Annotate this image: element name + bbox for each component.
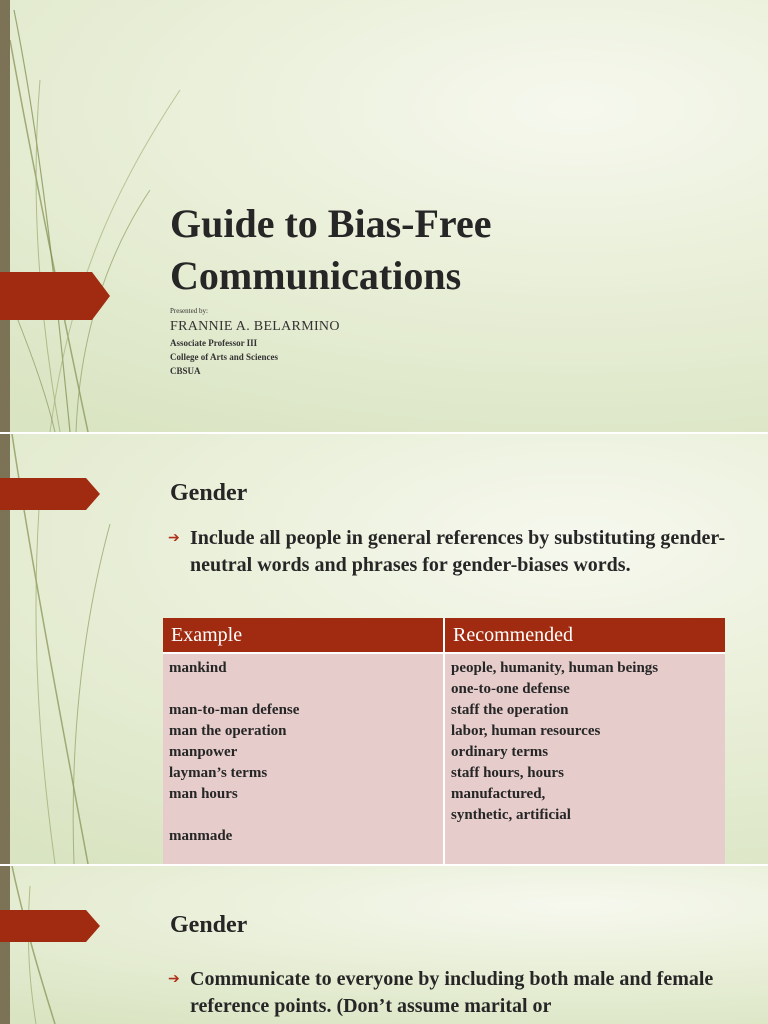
bullet-item [170, 966, 730, 1020]
bullet-text: Include all people in general references by substituting gender-neutral words and phrases for gender-biases words. [190, 527, 726, 576]
presenter-position: Associate Professor III [170, 338, 258, 348]
recommended-term: labor, human resources [451, 723, 601, 739]
slide-title: Guide to Bias-Free Communications [170, 201, 492, 298]
bullet-item [170, 525, 730, 579]
gender-slide-1 [0, 434, 768, 864]
table-header-example: Example [163, 618, 444, 653]
slide-heading: Gender [170, 480, 248, 506]
left-accent-bar [0, 0, 10, 432]
example-term [169, 679, 437, 700]
example-term: man hours [169, 786, 238, 802]
bullet-arrow-icon: ➔ [168, 531, 180, 546]
gender-slide-2 [0, 866, 768, 1024]
recommended-term: staff hours, hours [451, 765, 564, 781]
left-accent-bar [0, 866, 10, 1024]
accent-arrow-tab [0, 910, 100, 942]
table-header-recommended: Recommended [444, 618, 725, 653]
recommended-term: manufactured, [451, 786, 546, 802]
recommended-term: synthetic, artificial [451, 807, 571, 823]
slide-heading: Gender [170, 912, 248, 938]
example-term: mankind [169, 660, 227, 676]
bullet-arrow-icon: ➔ [168, 972, 180, 987]
table-row [163, 653, 725, 864]
presenter-college: College of Arts and Sciences [170, 352, 278, 362]
bullet-text: Communicate to everyone by including both male and female reference points. (Don’t assume marital or [190, 968, 714, 1017]
recommended-term: one-to-one defense [451, 681, 570, 697]
example-term: manpower [169, 744, 238, 760]
accent-arrow-tab [0, 272, 110, 320]
accent-arrow-tab [0, 478, 100, 510]
example-term: man-to-man defense [169, 702, 300, 718]
recommended-cell [444, 653, 725, 864]
recommended-term: ordinary terms [451, 744, 549, 760]
presenter-institution: CBSUA [170, 366, 201, 376]
presented-by-label: Presented by: [170, 307, 208, 315]
bias-free-table [163, 618, 725, 864]
example-term [169, 805, 437, 826]
example-term: man the operation [169, 723, 287, 739]
presenter-name: FRANNIE A. BELARMINO [170, 319, 340, 334]
example-cell [163, 653, 444, 864]
example-term: layman’s terms [169, 765, 268, 781]
example-term: manmade [169, 828, 233, 844]
recommended-term: people, humanity, human beings [451, 660, 659, 676]
title-slide [0, 0, 768, 432]
recommended-term: staff the operation [451, 702, 569, 718]
